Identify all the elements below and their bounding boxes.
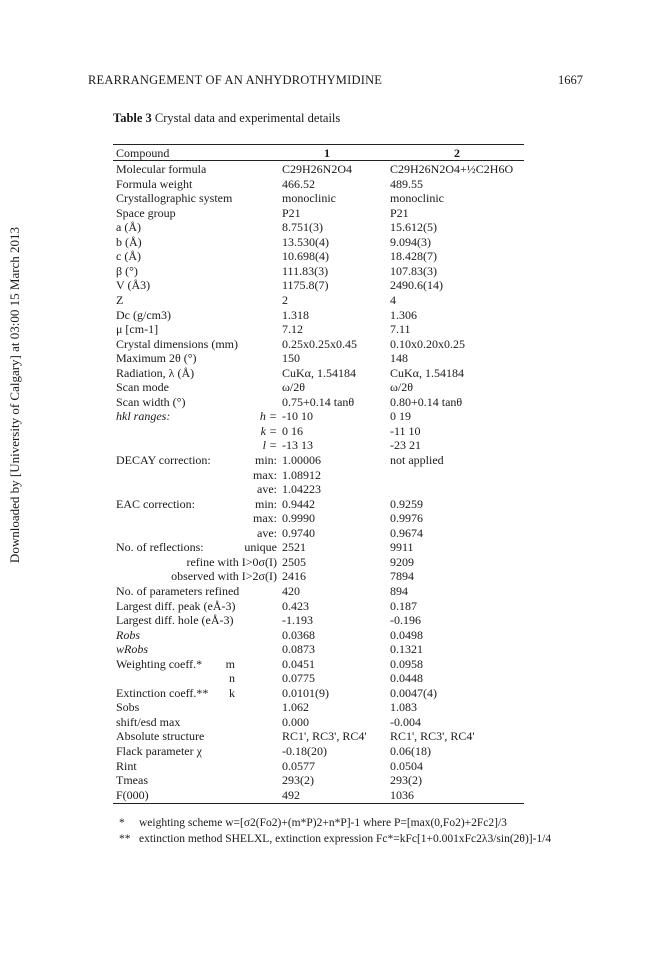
table-header-rule (113, 160, 524, 161)
table-row (0, 453, 672, 467)
row-label: Scan width (°) (116, 394, 186, 409)
row-label: No. of reflections: (116, 540, 204, 555)
cell-compound-2: not applied (390, 453, 444, 467)
cell-compound-1: 2 (282, 292, 288, 307)
cell-compound-1: -13 13 (282, 438, 313, 453)
row-label: Dc (g/cm3) (116, 307, 171, 322)
table-row (0, 322, 672, 336)
cell-compound-2: -0.196 (390, 613, 421, 628)
cell-compound-1: -0.18(20) (282, 744, 327, 758)
table-row (0, 540, 672, 554)
cell-compound-2: 9911 (390, 540, 414, 555)
row-sublabel: refine with I>0σ(I) (186, 554, 277, 569)
cell-compound-2: 0.06(18) (390, 744, 431, 758)
cell-compound-1: 2416 (282, 569, 306, 584)
cell-compound-2: 0.0958 (390, 656, 423, 671)
row-label: b (Å) (116, 234, 142, 249)
row-sublabel: min: (254, 453, 277, 467)
cell-compound-1: 1.00006 (282, 453, 321, 467)
cell-compound-2: P21 (390, 205, 409, 220)
cell-compound-2: 9.094(3) (390, 234, 431, 249)
table-row (0, 235, 672, 249)
cell-compound-2: CuKα, 1.54184 (390, 365, 464, 380)
table-row (0, 308, 672, 322)
table-caption-text: Crystal data and experimental details (154, 111, 341, 125)
column-header-compound: Compound (116, 146, 170, 160)
row-label: μ [cm-1] (116, 322, 159, 337)
footnote-mark: ** (119, 833, 131, 846)
table-bottom-rule (113, 803, 524, 804)
cell-compound-1: 7.12 (282, 322, 303, 337)
table-top-rule (113, 144, 524, 145)
table-row (0, 482, 672, 496)
cell-compound-2: 0.1321 (390, 642, 423, 657)
cell-compound-2: 0.10x0.20x0.25 (390, 336, 465, 351)
table-row (0, 788, 672, 802)
cell-compound-2: 293(2) (390, 773, 422, 788)
cell-compound-2: 0.0504 (390, 758, 423, 773)
table-row (0, 526, 672, 540)
table-caption-label: Table 3 (113, 111, 152, 125)
row-sublabel: n (229, 671, 235, 686)
cell-compound-2: ω/2θ (390, 380, 413, 395)
cell-compound-1: 293(2) (282, 773, 314, 788)
row-label: hkl ranges: (116, 409, 171, 424)
cell-compound-1: 1.318 (282, 307, 309, 322)
cell-compound-2: 1.083 (390, 700, 417, 715)
row-label: Formula weight (116, 176, 193, 191)
cell-compound-1: 0.0451 (282, 656, 315, 671)
cell-compound-2: RC1', RC3', RC4' (390, 729, 475, 744)
cell-compound-1: C29H26N2O4 (282, 162, 353, 176)
cell-compound-1: 0.000 (282, 714, 309, 729)
table-row (0, 744, 672, 758)
row-label: Radiation, λ (Å) (116, 365, 195, 380)
cell-compound-2: 148 (390, 351, 408, 366)
table-row (0, 206, 672, 220)
table-row (0, 599, 672, 613)
footnote-extinction (119, 833, 551, 845)
table-row (0, 715, 672, 729)
cell-compound-1: 1175.8(7) (282, 278, 329, 293)
table-header-row (0, 146, 672, 160)
table-row (0, 438, 672, 452)
cell-compound-2: 0.80+0.14 tanθ (390, 394, 463, 409)
row-sublabel: l = (262, 438, 277, 453)
cell-compound-1: 8.751(3) (282, 220, 323, 235)
row-label: V (Å3) (116, 278, 151, 293)
cell-compound-1: 1.062 (282, 700, 309, 715)
table-row (0, 380, 672, 394)
row-label: Crystallographic system (116, 191, 233, 206)
cell-compound-1: P21 (282, 205, 301, 220)
row-label: Z (116, 292, 124, 307)
row-label: Robs (116, 627, 140, 642)
column-header-2: 2 (454, 146, 460, 160)
row-label: Space group (116, 205, 176, 220)
table-row (0, 424, 672, 438)
row-label: Extinction coeff.** (116, 685, 209, 700)
cell-compound-2: 0.9976 (390, 511, 423, 526)
row-sublabel: ave: (257, 525, 277, 540)
table-row (0, 773, 672, 787)
cell-compound-2: 489.55 (390, 176, 423, 191)
row-label: DECAY correction: (116, 453, 211, 467)
table-row (0, 278, 672, 292)
row-label: Flack parameter χ (116, 744, 202, 758)
cell-compound-1: RC1', RC3', RC4' (282, 729, 367, 744)
row-label: EAC correction: (116, 496, 195, 511)
table-row (0, 409, 672, 423)
cell-compound-1: 0.0873 (282, 642, 315, 657)
table-row (0, 569, 672, 583)
cell-compound-2: 1036 (390, 787, 414, 802)
cell-compound-2: 0.0448 (390, 671, 423, 686)
cell-compound-1: monoclinic (282, 191, 336, 206)
cell-compound-1: 492 (282, 787, 300, 802)
row-label: Crystal dimensions (mm) (116, 336, 238, 351)
row-label: shift/esd max (116, 714, 181, 729)
table-row (0, 337, 672, 351)
row-label: Largest diff. peak (eÅ-3) (116, 598, 236, 613)
cell-compound-2: 107.83(3) (390, 263, 437, 278)
running-title: REARRANGEMENT OF AN ANHYDROTHYMIDINE (88, 73, 383, 87)
row-sublabel: ave: (257, 482, 277, 497)
row-label: wRobs (116, 642, 149, 657)
cell-compound-2: -11 10 (390, 423, 421, 438)
row-label: F(000) (116, 787, 149, 802)
table-row (0, 657, 672, 671)
cell-compound-2: 0.0047(4) (390, 685, 437, 700)
table-row (0, 162, 672, 176)
table-row (0, 177, 672, 191)
cell-compound-1: 111.83(3) (282, 263, 329, 278)
row-label: Largest diff. hole (eÅ-3) (116, 613, 234, 628)
row-sublabel: max: (253, 467, 277, 482)
table-row (0, 395, 672, 409)
footnote-text: weighting scheme w=[σ2(Fo2)+(m*P)2+n*P]-1 where P=[max(0,Fo2)+2Fc2]/3 (139, 817, 507, 830)
cell-compound-1: 0.25x0.25x0.45 (282, 336, 357, 351)
table-row (0, 351, 672, 365)
cell-compound-2: 4 (390, 292, 396, 307)
table-row (0, 264, 672, 278)
cell-compound-2: monoclinic (390, 191, 444, 206)
cell-compound-1: 0.0775 (282, 671, 315, 686)
cell-compound-2: 894 (390, 583, 408, 598)
row-sublabel: unique (244, 540, 277, 555)
table-row (0, 759, 672, 773)
row-label: Molecular formula (116, 162, 207, 176)
row-sublabel: m (225, 656, 235, 671)
cell-compound-1: 2521 (282, 540, 306, 555)
table-row (0, 249, 672, 263)
cell-compound-2: 18.428(7) (390, 249, 437, 264)
cell-compound-2: 15.612(5) (390, 220, 437, 235)
download-watermark-text: Downloaded by [University of Calgary] at 03:00 15 March 2013 (7, 226, 22, 564)
cell-compound-1: 13.530(4) (282, 234, 329, 249)
row-sublabel: observed with I>2σ(I) (171, 569, 277, 584)
row-sublabel: k (229, 685, 235, 700)
cell-compound-1: 1.04223 (282, 482, 321, 497)
cell-compound-1: -1.193 (282, 613, 313, 628)
table-row (0, 555, 672, 569)
table-row (0, 700, 672, 714)
row-label: No. of parameters refined (116, 583, 240, 598)
cell-compound-1: 420 (282, 583, 300, 598)
cell-compound-1: 0.0101(9) (282, 685, 329, 700)
cell-compound-1: 0.0368 (282, 627, 315, 642)
cell-compound-1: 1.08912 (282, 467, 321, 482)
cell-compound-2: 7.11 (390, 322, 411, 337)
footnote-text: extinction method SHELXL, extinction expression Fc*=kFc[1+0.001xFc2λ3/sin(2θ)]-1/4 (139, 833, 552, 846)
row-label: Maximum 2θ (°) (116, 351, 197, 366)
row-sublabel: h = (259, 409, 277, 424)
cell-compound-1: 466.52 (282, 176, 315, 191)
cell-compound-2: 0.187 (390, 598, 417, 613)
table-row (0, 628, 672, 642)
cell-compound-1: 0.9740 (282, 525, 315, 540)
cell-compound-1: 0.9442 (282, 496, 315, 511)
cell-compound-1: CuKα, 1.54184 (282, 365, 356, 380)
cell-compound-2: 0.9259 (390, 496, 423, 511)
table-row (0, 220, 672, 234)
row-label: β (°) (116, 263, 138, 278)
row-label: Absolute structure (116, 729, 205, 744)
table-row (0, 642, 672, 656)
cell-compound-1: 0.75+0.14 tanθ (282, 394, 355, 409)
table-row (0, 584, 672, 598)
cell-compound-2: 9209 (390, 554, 414, 569)
cell-compound-2: -23 21 (390, 438, 421, 453)
cell-compound-1: 2505 (282, 554, 306, 569)
row-label: Scan mode (116, 380, 169, 395)
row-sublabel: max: (253, 511, 277, 526)
cell-compound-2: 1.306 (390, 307, 417, 322)
cell-compound-1: 0 16 (282, 423, 303, 438)
table-row (0, 468, 672, 482)
cell-compound-2: 0.9674 (390, 525, 423, 540)
row-sublabel: min: (254, 496, 277, 511)
table-row (0, 191, 672, 205)
row-label: Rint (116, 758, 137, 773)
row-sublabel: k = (260, 423, 277, 438)
cell-compound-2: 0 19 (390, 409, 411, 424)
table-row (0, 366, 672, 380)
row-label: c (Å) (116, 249, 141, 264)
cell-compound-1: 0.423 (282, 598, 309, 613)
table-row (0, 293, 672, 307)
table-row (0, 686, 672, 700)
column-header-1: 1 (324, 146, 330, 160)
table-caption (113, 111, 340, 126)
table-row (0, 671, 672, 685)
table-row (0, 511, 672, 525)
cell-compound-2: 2490.6(14) (390, 278, 443, 293)
table-row (0, 613, 672, 627)
cell-compound-1: ω/2θ (282, 380, 305, 395)
table-row (0, 729, 672, 743)
footnote-mark: * (119, 817, 125, 830)
cell-compound-1: -10 10 (282, 409, 313, 424)
cell-compound-2: 7894 (390, 569, 414, 584)
row-label: Tmeas (116, 773, 148, 788)
page-number: 1667 (558, 73, 583, 87)
cell-compound-2: C29H26N2O4+½C2H6O (390, 162, 514, 176)
cell-compound-1: 150 (282, 351, 300, 366)
table-row (0, 497, 672, 511)
footnote-weighting (119, 817, 507, 829)
cell-compound-2: -0.004 (390, 714, 421, 729)
row-label: a (Å) (116, 220, 141, 235)
cell-compound-1: 0.9990 (282, 511, 315, 526)
row-label: Weighting coeff.* (116, 656, 203, 671)
cell-compound-1: 10.698(4) (282, 249, 329, 264)
cell-compound-1: 0.0577 (282, 758, 315, 773)
cell-compound-2: 0.0498 (390, 627, 423, 642)
row-label: Sobs (116, 700, 140, 715)
